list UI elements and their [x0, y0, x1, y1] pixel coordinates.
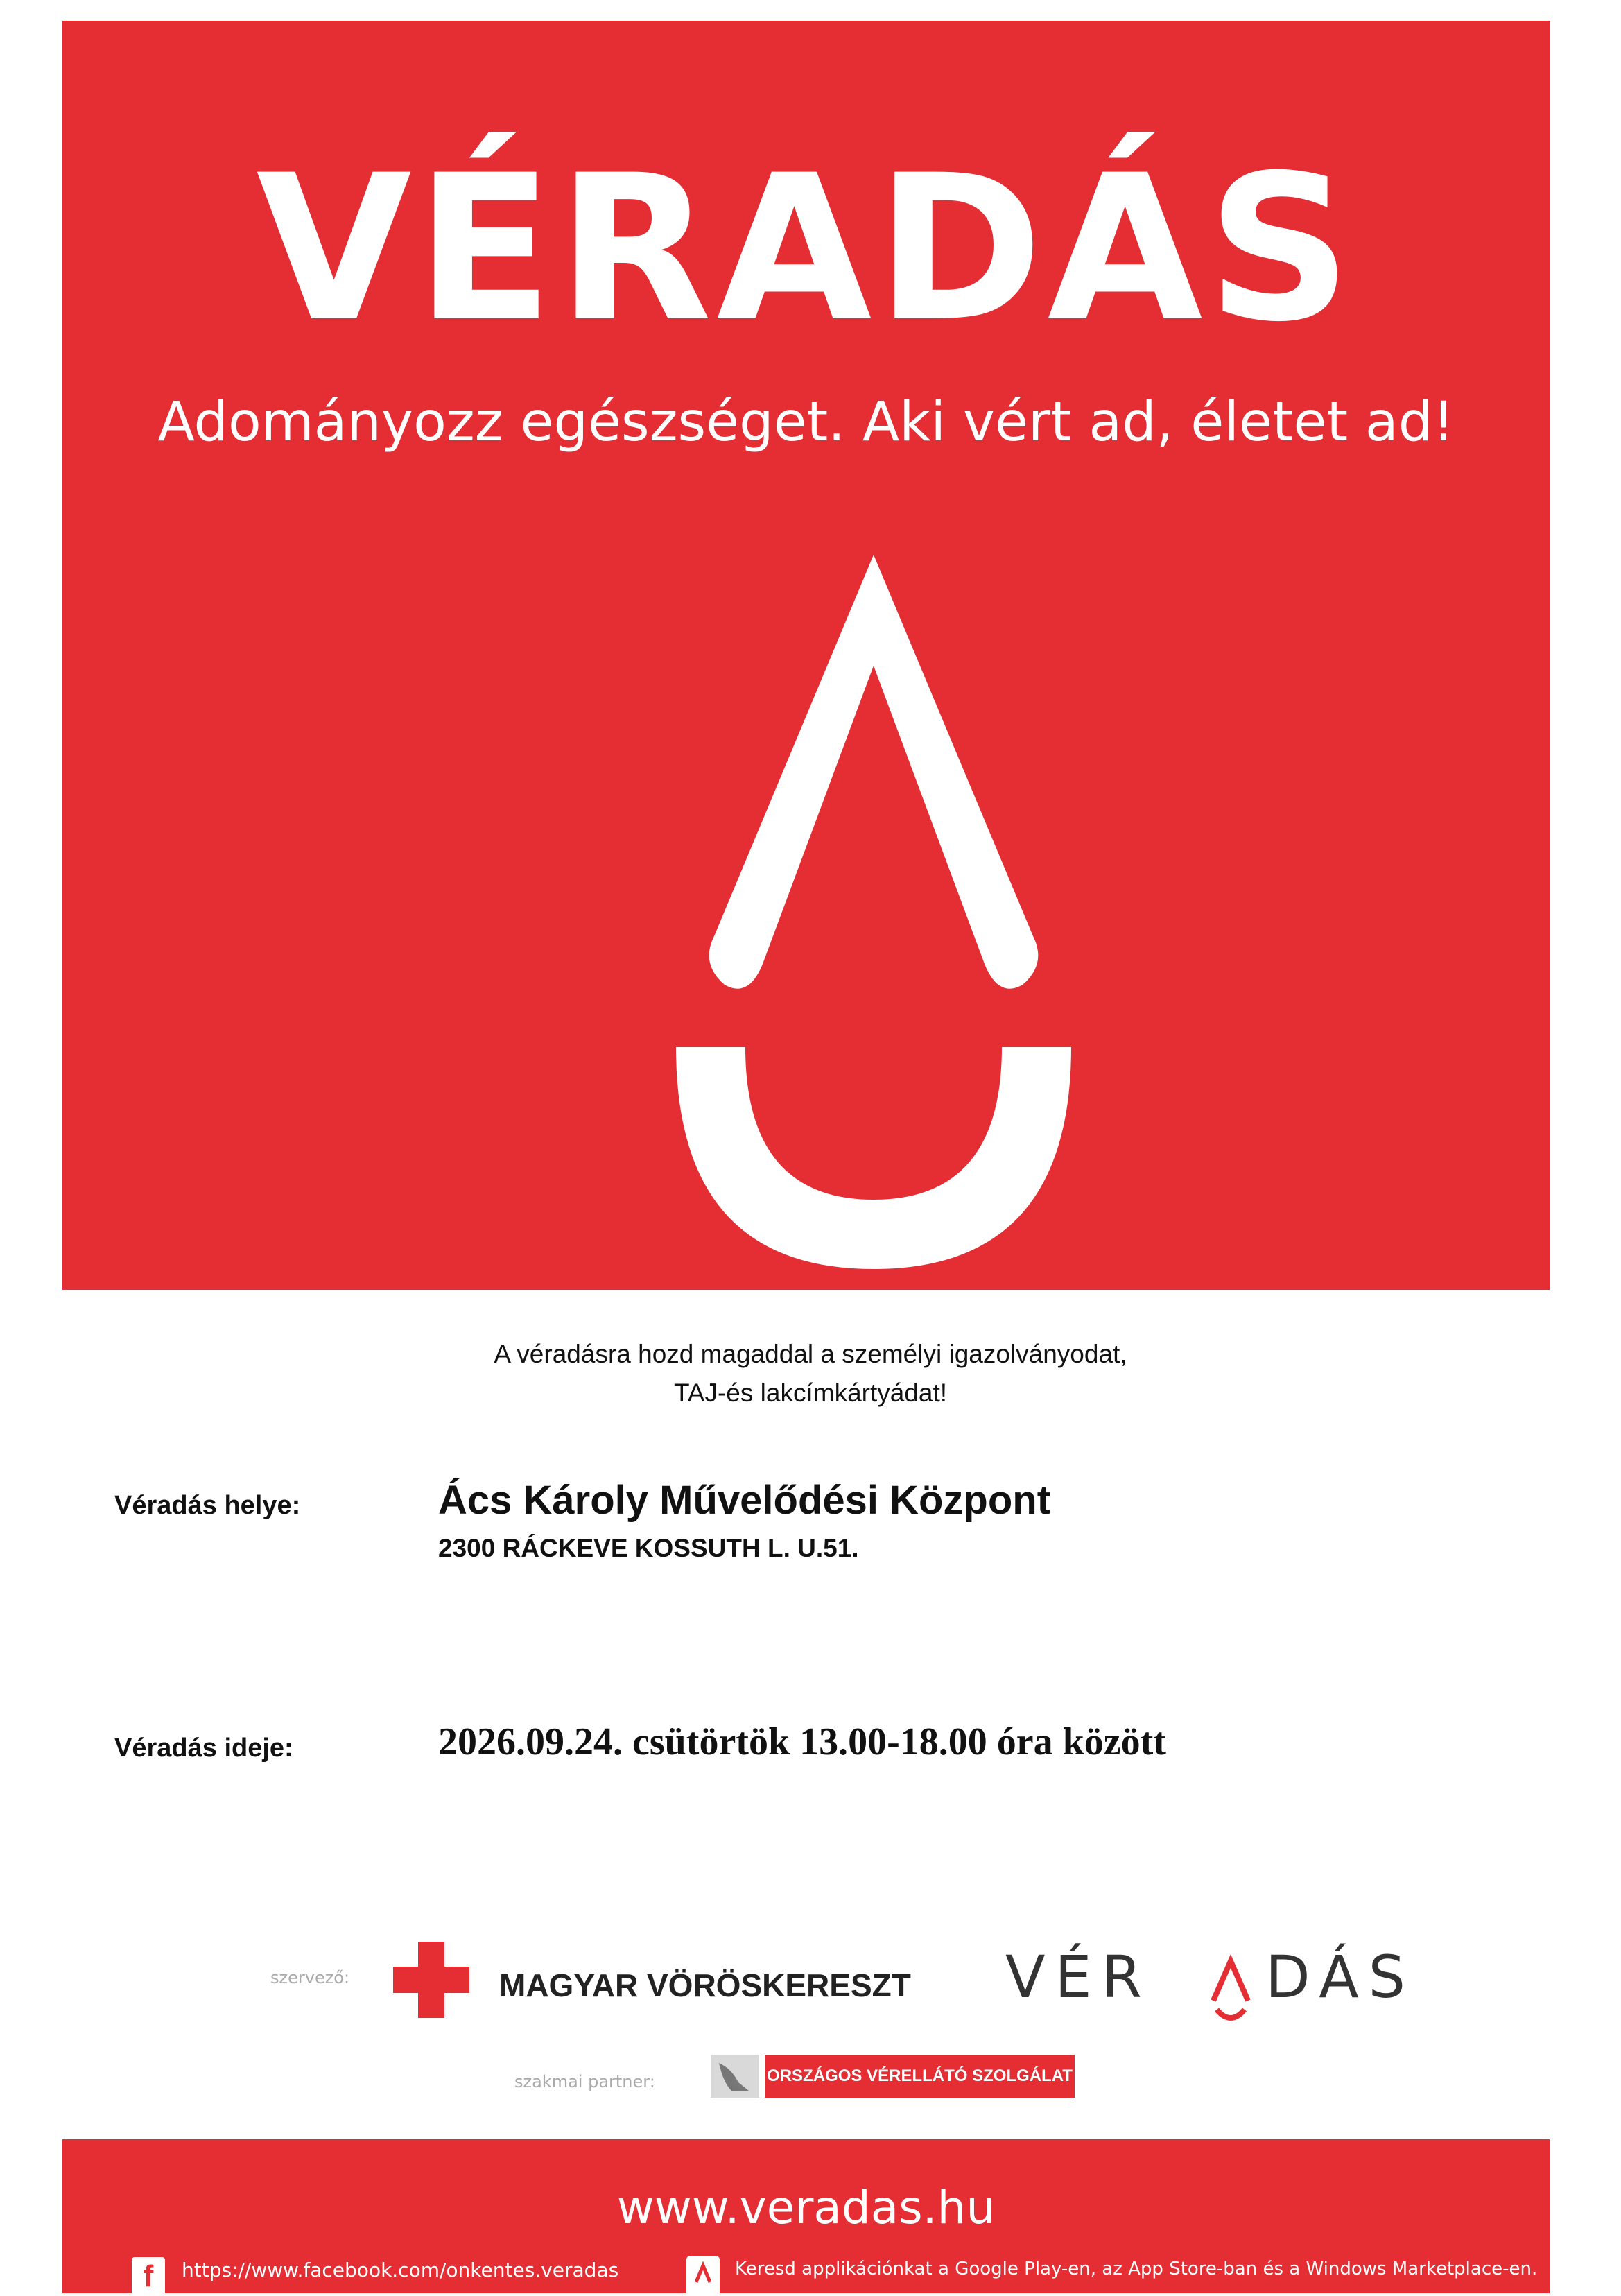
hand-drop-icon	[711, 2055, 759, 2098]
id-reminder-line2: TAJ-és lakcímkártyádat!	[673, 1379, 948, 1407]
organizer-label: szervező:	[270, 1968, 350, 1987]
poster-title: VÉRADÁS	[256, 132, 1356, 366]
hero-banner	[62, 21, 1550, 1290]
id-reminder-line1: A véradásra hozd magaddal a személyi igazolványodat,	[494, 1340, 1127, 1368]
venue-name: Ács Károly Művelődési Központ	[438, 1478, 1051, 1523]
event-time: 2026.09.24. csütörtök 13.00-18.00 óra között	[438, 1720, 1166, 1763]
facebook-link[interactable]: https://www.facebook.com/onkentes.veradas	[182, 2259, 619, 2281]
partner-label: szakmai partner:	[514, 2072, 655, 2091]
id-reminder	[0, 1335, 1621, 1413]
website-link[interactable]: www.veradas.hu	[616, 2181, 996, 2234]
app-store-text: Keresd applikációnkat a Google Play-en, az App Store-ban és a Windows Marketplace-en.	[735, 2259, 1538, 2279]
veradas-wordmark	[1005, 1942, 1415, 2025]
poster-tagline: Adományozz egészséget. Aki vért ad, életet ad!	[157, 391, 1455, 454]
blood-drop-smile-icon	[596, 506, 1151, 1304]
app-drop-icon	[686, 2256, 720, 2293]
time-label: Véradás ideje:	[114, 1734, 293, 1763]
wordmark-drop-icon	[1213, 1961, 1248, 2001]
organizer-name: MAGYAR VÖRÖSKERESZT	[499, 1967, 911, 2003]
partner-name: ORSZÁGOS VÉRELLÁTÓ SZOLGÁLAT	[765, 2055, 1075, 2098]
partner-logo	[711, 2055, 1075, 2098]
wordmark-left: VÉR	[1005, 1943, 1152, 2011]
red-cross-icon	[393, 1942, 469, 2018]
facebook-icon: f	[132, 2257, 165, 2293]
footer-bar	[62, 2139, 1550, 2293]
wordmark-right: DÁS	[1265, 1943, 1415, 2011]
venue-address: 2300 RÁCKEVE KOSSUTH L. U.51.	[438, 1534, 859, 1562]
place-label: Véradás helye:	[114, 1491, 301, 1520]
